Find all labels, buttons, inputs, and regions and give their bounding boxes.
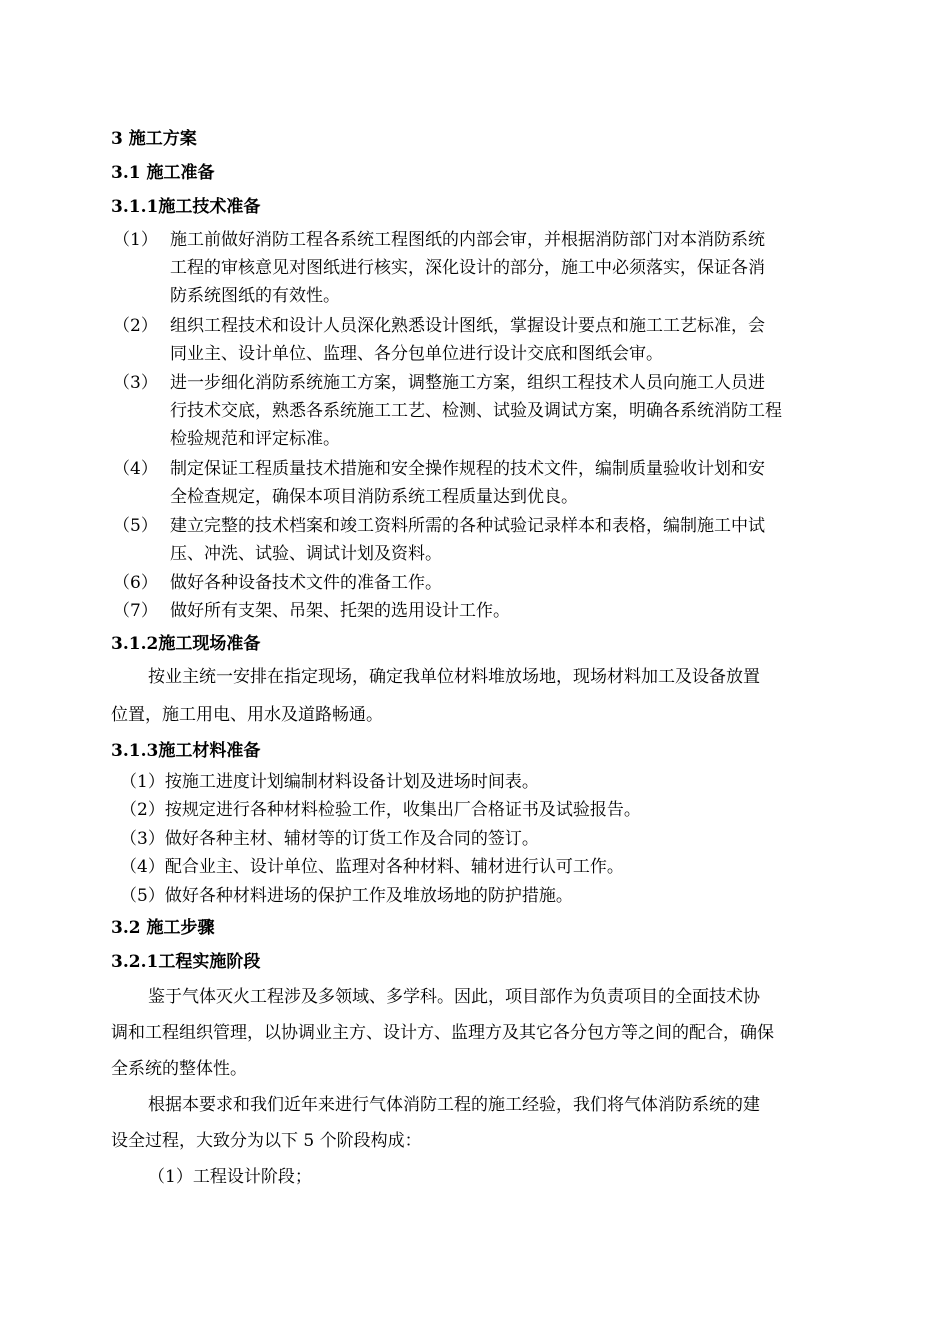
impl-para1-line: 鉴于气体灭火工程涉及多领域、多学科。因此，项目部作为负责项目的全面技术协	[148, 987, 760, 1007]
heading-3-1-3: 3.1.3施工材料准备	[111, 741, 261, 761]
material-item: （3）做好各种主材、辅材等的订货工作及合同的签订。	[120, 829, 539, 849]
item-number: （5）	[113, 516, 158, 536]
material-item: （1）按施工进度计划编制材料设备计划及进场时间表。	[120, 772, 539, 792]
item-line: 建立完整的技术档案和竣工资料所需的各种试验记录样本和表格，编制施工中试	[170, 516, 765, 536]
item-line: 进一步细化消防系统施工方案，调整施工方案，组织工程技术人员向施工人员进	[170, 373, 765, 393]
item-line: 压、冲洗、试验、调试计划及资料。	[170, 544, 442, 564]
impl-para2-line: 根据本要求和我们近年来进行气体消防工程的施工经验，我们将气体消防系统的建	[148, 1095, 760, 1115]
impl-para1-line: 全系统的整体性。	[111, 1059, 247, 1079]
impl-para2-line: 设全过程，大致分为以下 5 个阶段构成：	[111, 1131, 422, 1151]
heading-3-1-1: 3.1.1施工技术准备	[111, 197, 261, 217]
item-line: 检验规范和评定标准。	[170, 429, 340, 449]
heading-3-1: 3.1 施工准备	[111, 163, 215, 183]
material-item: （5）做好各种材料进场的保护工作及堆放场地的防护措施。	[120, 886, 573, 906]
item-line: 做好各种设备技术文件的准备工作。	[170, 573, 442, 593]
impl-para1-line: 调和工程组织管理，以协调业主方、设计方、监理方及其它各分包方等之间的配合，确保	[111, 1023, 774, 1043]
heading-3-2-1: 3.2.1工程实施阶段	[111, 952, 261, 972]
item-line: 制定保证工程质量技术措施和安全操作规程的技术文件，编制质量验收计划和安	[170, 459, 765, 479]
item-number: （3）	[113, 373, 158, 393]
material-item: （4）配合业主、设计单位、监理对各种材料、辅材进行认可工作。	[120, 857, 624, 877]
item-line: 防系统图纸的有效性。	[170, 286, 340, 306]
item-line: 工程的审核意见对图纸进行核实，深化设计的部分，施工中必须落实，保证各消	[170, 258, 765, 278]
site-para-line: 位置，施工用电、用水及道路畅通。	[111, 705, 383, 725]
item-line: 施工前做好消防工程各系统工程图纸的内部会审，并根据消防部门对本消防系统	[170, 230, 765, 250]
site-para-line: 按业主统一安排在指定现场，确定我单位材料堆放场地，现场材料加工及设备放置	[148, 667, 760, 687]
impl-item-1: （1）工程设计阶段；	[148, 1167, 312, 1187]
item-number: （2）	[113, 316, 158, 336]
heading-3: 3 施工方案	[111, 129, 197, 149]
heading-3-2: 3.2 施工步骤	[111, 918, 215, 938]
item-line: 行技术交底，熟悉各系统施工工艺、检测、试验及调试方案，明确各系统消防工程	[170, 401, 782, 421]
item-number: （6）	[113, 573, 158, 593]
item-line: 做好所有支架、吊架、托架的选用设计工作。	[170, 601, 510, 621]
item-number: （7）	[113, 601, 158, 621]
heading-3-1-2: 3.1.2施工现场准备	[111, 634, 261, 654]
item-number: （4）	[113, 459, 158, 479]
item-line: 组织工程技术和设计人员深化熟悉设计图纸，掌握设计要点和施工工艺标准，会	[170, 316, 765, 336]
item-line: 同业主、设计单位、监理、各分包单位进行设计交底和图纸会审。	[170, 344, 663, 364]
material-item: （2）按规定进行各种材料检验工作，收集出厂合格证书及试验报告。	[120, 800, 641, 820]
item-number: （1）	[113, 230, 158, 250]
item-line: 全检查规定，确保本项目消防系统工程质量达到优良。	[170, 487, 578, 507]
